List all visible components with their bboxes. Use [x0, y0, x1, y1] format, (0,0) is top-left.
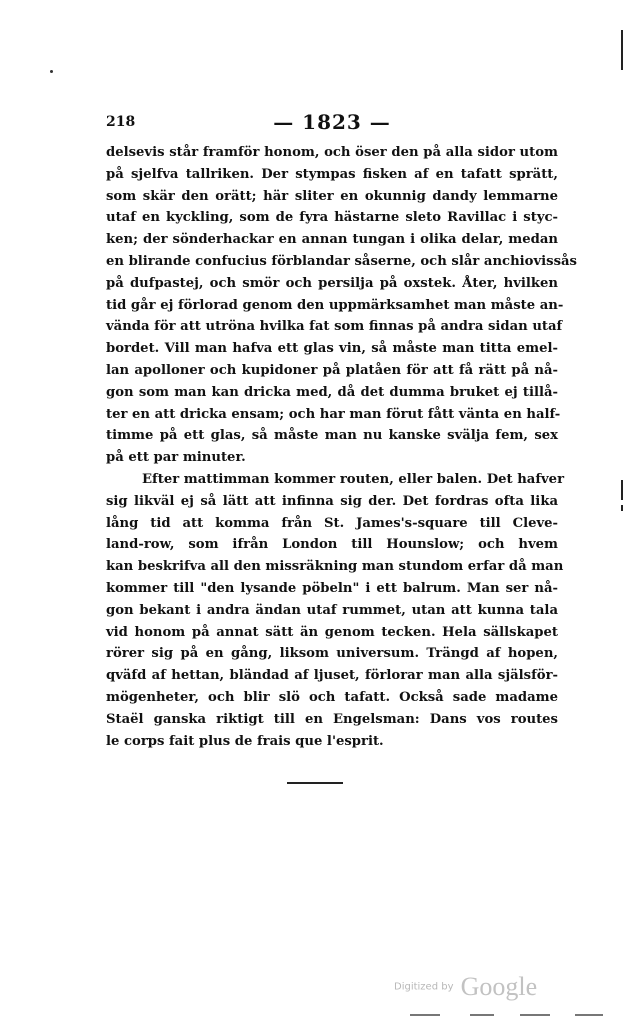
digitized-by-label: Digitized by: [394, 981, 454, 993]
text-line: delsevis står framför honom, och öser den på alla sidor utom: [106, 145, 558, 160]
text-line: utaf en kyckling, som de fyra hästarne sleto Ravillac i styc-: [106, 210, 558, 226]
text-line: gon som man kan dricka med, då det dumma bruket ej tillå-: [106, 384, 558, 400]
google-watermark: [394, 972, 537, 1002]
scan-bottom-edge: [0, 1008, 625, 1018]
text-line: vända för att utröna hvilka fat som finnas på andra sidan utaf: [106, 319, 563, 335]
text-line: le corps fait plus de frais que l'esprit.: [106, 733, 384, 749]
text-line: lan apolloner och kupidoner på platåen för att få rätt på nå-: [106, 362, 558, 378]
text-line: ter en att dricka ensam; och har man förut fått vänta en half-: [106, 406, 561, 422]
text-line: Efter mattimman kommer routen, eller balen. Det hafver: [142, 471, 565, 487]
text-line: land-row, som ifrån London till Hounslow; och hvem: [106, 537, 558, 553]
scan-artifact: [470, 1014, 494, 1016]
text-line: mögenheter, och blir slö och tafatt. Också sade madame: [106, 689, 558, 705]
text-line: qväfd af hettan, bländad af ljuset, förlorar man alla själsför-: [106, 668, 558, 684]
text-line: på dufpastej, och smör och persilja på oxstek. Åter, hvilken: [106, 275, 558, 291]
text-line: ken; der sönderhackar en annan tungan i olika delar, medan: [106, 232, 558, 248]
scan-speck: [50, 70, 53, 73]
scan-artifact: [520, 1014, 550, 1016]
page-number: 218: [106, 114, 136, 130]
page-edge-mark: [621, 505, 623, 511]
running-head-year: — 1823 —: [273, 110, 391, 134]
body-text: [106, 142, 577, 752]
text-line: kommer till "den lysande pöbeln" i ett balrum. Man ser nå-: [106, 580, 558, 596]
text-line: sig likväl ej så lätt att infinna sig der. Det fordras ofta lika: [106, 493, 558, 509]
text-line: Staël ganska riktigt till en Engelsman: Dans vos routes: [106, 711, 558, 727]
text-line: på sjelfva tallriken. Der stympas fisken af en tafatt sprätt,: [106, 166, 558, 182]
section-divider: [287, 782, 343, 784]
text-line: rörer sig på en gång, liksom universum. Trängd af hopen,: [106, 646, 558, 662]
text-line: timme på ett glas, så måste man nu kanske svälja fem, sex: [106, 428, 558, 444]
text-line: som skär den orätt; här sliter en okunnig dandy lemmarne: [106, 188, 558, 204]
scan-artifact: [575, 1014, 603, 1016]
text-line: tid går ej förlorad genom den uppmärksamhet man måste an-: [106, 297, 564, 313]
page-edge-mark: [621, 480, 623, 500]
text-line: lång tid att komma från St. James's-square till Cleve-: [106, 515, 558, 531]
text-line: kan beskrifva all den missräkning man stundom erfar då man: [106, 559, 564, 575]
google-logo: Google: [460, 972, 538, 1001]
text-line: gon bekant i andra ändan utaf rummet, utan att kunna tala: [106, 602, 558, 618]
text-line: bordet. Vill man hafva ett glas vin, så måste man titta emel-: [106, 341, 558, 357]
text-line: en blirande confucius förblandar såserne, och slår anchiovissås: [106, 253, 577, 269]
text-line: på ett par minuter.: [106, 450, 246, 466]
page-header: [106, 110, 558, 136]
text-line: vid honom på annat sätt än genom tecken. Hela sällskapet: [106, 624, 558, 640]
page-edge-mark: [621, 30, 623, 70]
scan-artifact: [410, 1014, 440, 1016]
